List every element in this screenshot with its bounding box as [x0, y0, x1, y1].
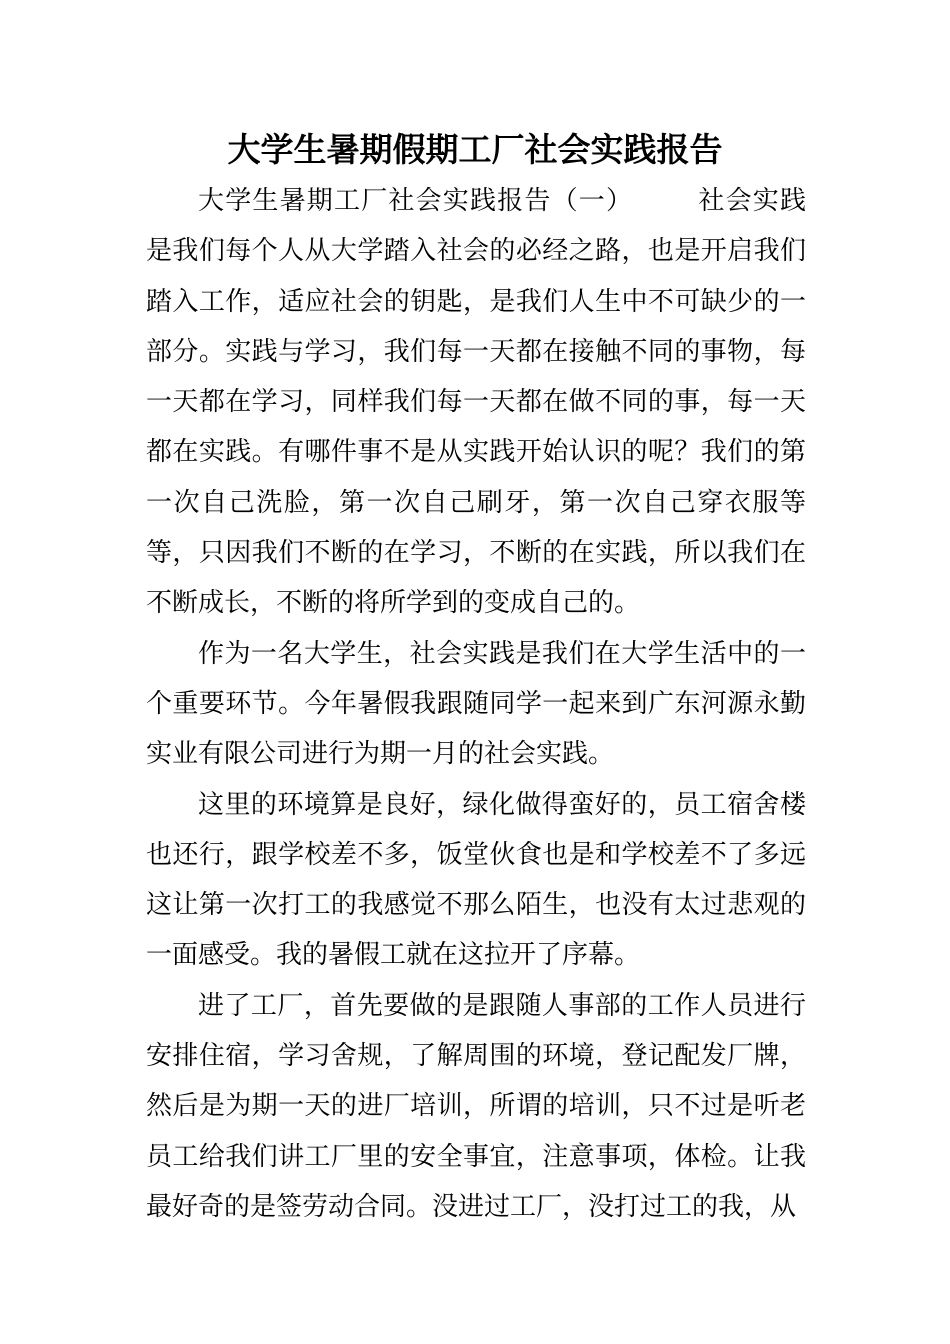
document-body	[146, 176, 806, 1232]
paragraph-3: 这里的环境算是良好，绿化做得蛮好的，员工宿舍楼也还行，跟学校差不多，饭堂伙食也是和学校差不了多远这让第一次打工的我感觉不那么陌生，也没有太过悲观的一面感受。我的暑假工就在这拉开了序幕。	[146, 789, 806, 971]
document-title: 大学生暑期假期工厂社会实践报告	[227, 130, 723, 169]
paragraph-2: 作为一名大学生，社会实践是我们在大学生活中的一个重要环节。今年暑假我跟随同学一起来到广东河源永勤实业有限公司进行为期一月的社会实践。	[146, 638, 806, 770]
paragraph-1	[146, 176, 806, 629]
paragraph-1-text: 社会实践是我们每个人从大学踏入社会的必经之路，也是开启我们踏入工作，适应社会的钥匙，是我们人生中不可缺少的一部分。实践与学习，我们每一天都在接触不同的事物，每一天都在学习，同样我们每一天都在做不同的事，每一天都在实践。有哪件事不是从实践开始认识的呢？我们的第一次自己洗脸，第一次自己刷牙，第一次自己穿衣服等等，只因我们不断的在学习，不断的在实践，所以我们在不断成长，不断的将所学到的变成自己的。	[146, 186, 806, 619]
paragraph-4: 进了工厂，首先要做的是跟随人事部的工作人员进行安排住宿，学习舍规，了解周围的环境，登记配发厂牌，然后是为期一天的进厂培训，所谓的培训，只不过是听老员工给我们讲工厂里的安全事宜，注意事项，体检。让我最好奇的是签劳动合同。没进过工厂，没打过工的我，从	[146, 990, 806, 1222]
section-heading: 大学生暑期工厂社会实践报告（一）	[198, 186, 634, 216]
